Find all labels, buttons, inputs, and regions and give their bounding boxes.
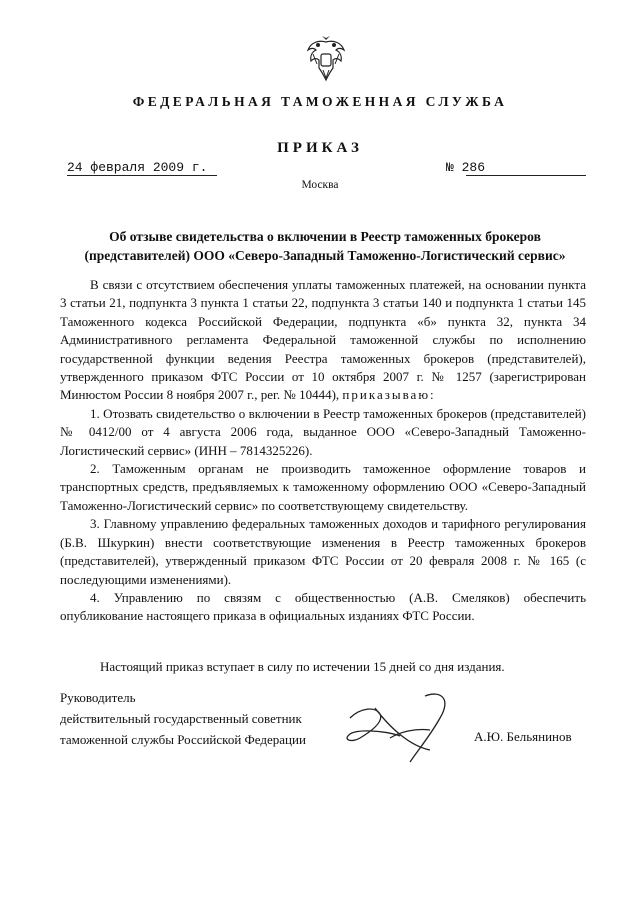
signer-position-line-3: таможенной службы Российской Федерации <box>60 732 306 747</box>
order-body <box>60 276 586 626</box>
order-item-2: 2. Таможенным органам не производить таможенное оформление товаров и транспортных средств, предъявляемых к таможенному оформлению ООО «Северо-Западный Таможенно-Логистический сервис» по соответствующему свидетельству. <box>60 461 586 513</box>
handwritten-signature <box>330 688 470 768</box>
effective-date-statement: Настоящий приказ вступает в силу по истечении 15 дней со дня издания. <box>100 659 505 674</box>
signer-position-line-2: действительный государственный советник <box>60 711 302 726</box>
number-underline <box>466 175 586 176</box>
city: Москва <box>301 179 339 191</box>
date-underline <box>67 175 217 176</box>
order-word: приказываю: <box>342 387 436 403</box>
russian-coat-of-arms-icon <box>305 34 347 82</box>
order-item-3: 3. Главному управлению федеральных таможенных доходов и тарифного регулирования (Б.В. Шкуркин) внести соответствующие изменения в Реестр таможенных брокеров (представителей), утвержденный приказом ФТС России от 20 февраля 2008 г. № 165 (с последующими изменениями). <box>60 516 586 587</box>
preamble-text: В связи с отсутствием обеспечения уплаты таможенных платежей, на основании пункта 3 статьи 21, подпункта 3 пункта 1 статьи 22, подпункта 3 статьи 140 и подпункта 1 статьи 145 Таможенного кодекса Российской Федерации, подпункта «б» пункта 32, пункта 34 Административного регламента Федеральной таможенной службы по исполнению государственной функции ведения Реестра таможенных брокеров (представителей), утвержденного приказом ФТС России от 10 октября 2007 г. № 1257 (зарегистрирован Минюстом России 8 ноября 2007 г., рег. № 10444), <box>60 277 586 403</box>
order-title: Об отзыве свидетельства о включении в Реестр таможенных брокеров (представителей) ООО «Северо-Западный Таможенно-Логистический сервис» <box>84 229 566 263</box>
agency-name: ФЕДЕРАЛЬНАЯ ТАМОЖЕННАЯ СЛУЖБА <box>132 94 508 109</box>
order-number: № 286 <box>446 160 486 175</box>
signature-block <box>60 687 306 750</box>
signer-position-line-1: Руководитель <box>60 690 136 705</box>
order-item-1: 1. Отозвать свидетельство о включении в Реестр таможенных брокеров (представителей) № 0412/00 от 4 августа 2006 года, выданное ООО «Северо-Западный Таможенно-Логистический сервис» (ИНН – 7814325226). <box>60 405 586 458</box>
order-item-4: 4. Управлению по связям с общественностью (А.В. Смеляков) обеспечить опубликование настоящего приказа в официальных изданиях ФТС России. <box>60 589 586 624</box>
document-type: ПРИКАЗ <box>277 140 363 156</box>
preamble-paragraph <box>60 276 586 405</box>
order-date: 24 февраля 2009 г. <box>67 160 208 175</box>
signer-name: А.Ю. Бельянинов <box>474 729 572 744</box>
